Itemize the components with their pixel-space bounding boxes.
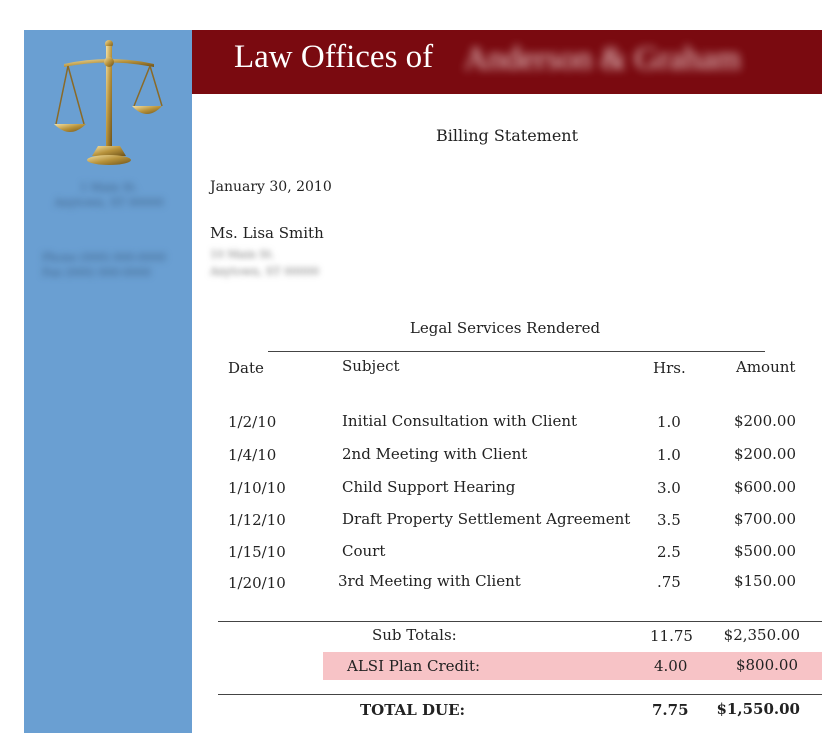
row-subject: 2nd Meeting with Client (342, 445, 528, 463)
row-date: 1/12/10 (228, 511, 286, 529)
subtotal-hours: 11.75 (650, 627, 693, 645)
subtotal-divider (218, 621, 822, 622)
row-hours: 3.0 (657, 479, 681, 497)
total-divider (218, 694, 822, 695)
total-label: TOTAL DUE: (360, 701, 466, 719)
firm-contact: Phone (000) 000-0000 Fax (000) 000-0000 (42, 251, 166, 279)
scales-of-justice-icon (54, 36, 164, 168)
firm-name-redacted: Anderson & Graham (464, 41, 741, 77)
column-header-hours: Hrs. (653, 359, 686, 377)
row-amount: $150.00 (733, 572, 796, 590)
row-date: 1/2/10 (228, 413, 277, 431)
firm-title-prefix: Law Offices of (234, 39, 434, 75)
total-hours: 7.75 (652, 701, 689, 719)
row-hours: 2.5 (657, 543, 681, 561)
row-amount: $200.00 (733, 412, 796, 430)
subtotal-label: Sub Totals: (372, 626, 457, 644)
sidebar (24, 30, 192, 733)
credit-label: ALSI Plan Credit: (347, 657, 481, 675)
row-amount: $200.00 (733, 445, 796, 463)
row-date: 1/4/10 (228, 446, 277, 464)
row-subject: Child Support Hearing (342, 478, 516, 496)
services-heading: Legal Services Rendered (409, 319, 601, 337)
row-hours: 3.5 (657, 511, 681, 529)
total-amount: $1,550.00 (716, 700, 800, 718)
client-name: Ms. Lisa Smith (210, 224, 324, 242)
row-subject: Initial Consultation with Client (342, 412, 578, 430)
letterhead (192, 30, 822, 94)
row-subject: Court (342, 542, 386, 560)
row-subject: 3rd Meeting with Client (338, 572, 521, 590)
row-hours: 1.0 (657, 413, 681, 431)
row-hours: .75 (657, 573, 681, 591)
row-date: 1/10/10 (228, 479, 286, 497)
row-hours: 1.0 (657, 446, 681, 464)
row-date: 1/20/10 (228, 574, 286, 592)
column-header-amount: Amount (736, 358, 796, 376)
row-date: 1/15/10 (228, 543, 286, 561)
divider (268, 351, 765, 352)
client-address: 10 Main St. Anytown, ST 00000 (210, 248, 320, 278)
statement-date: January 30, 2010 (210, 179, 332, 195)
row-amount: $700.00 (733, 510, 796, 528)
subtotal-amount: $2,350.00 (723, 626, 800, 644)
row-amount: $500.00 (733, 542, 796, 560)
column-header-subject: Subject (342, 357, 400, 375)
credit-amount: $800.00 (735, 656, 798, 674)
row-subject: Draft Property Settlement Agreement (342, 510, 631, 528)
column-header-date: Date (228, 359, 264, 377)
firm-address: 1 Main St. Anytown, ST 00000 (54, 181, 164, 209)
row-amount: $600.00 (733, 478, 796, 496)
credit-hours: 4.00 (654, 657, 688, 675)
document-title: Billing Statement (435, 126, 579, 145)
